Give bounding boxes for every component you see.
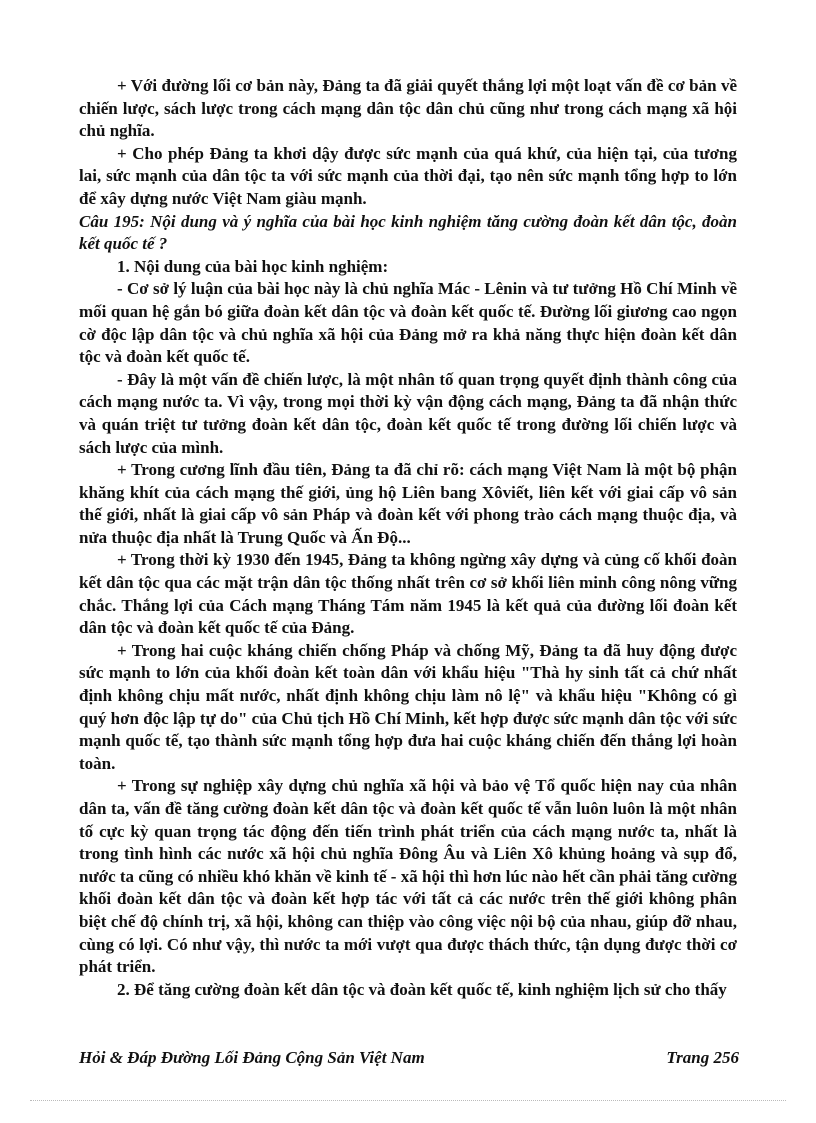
section-heading: 1. Nội dung của bài học kinh nghiệm:: [117, 256, 389, 276]
paragraph: - Cơ sở lý luận của bài học này là chủ nghĩa Mác - Lênin và tư tưởng Hồ Chí Minh về mối quan hệ gắn bó giữa đoàn kết dân tộc và đoàn kết quốc tế. Đường lối giương cao ngọn cờ độc lập dân tộc và chủ nghĩa xã hội của Đảng mở ra khả năng thực hiện đoàn kết dân tộc và đoàn kết quốc tế.: [79, 279, 737, 367]
section-heading: 2. Để tăng cường đoàn kết dân tộc và đoàn kết quốc tế, kinh nghiệm lịch sử cho thấy: [117, 979, 727, 999]
page-number: Trang 256: [666, 1048, 739, 1067]
paragraph: + Trong sự nghiệp xây dựng chủ nghĩa xã hội và bảo vệ Tổ quốc hiện nay của nhân dân ta, vấn đề tăng cường đoàn kết dân tộc và đoàn kết quốc tế vẫn luôn luôn là một nhân tố cực kỳ quan trọng tác động đến tiến trình phát triển của cách mạng nước ta, nhất là trong tình hình các nước xã hội chủ nghĩa Đông Âu và Liên Xô khủng hoảng và sụp đổ, nước ta cũng có nhiều khó khăn về kinh tế - xã hội thì hơn lúc nào hết cần phải tăng cường khối đoàn kết dân tộc và đoàn kết hợp tác với tất cả các nước trên thế giới không phân biệt chế độ chính trị, xã hội, không can thiệp vào công việc nội bộ của nhau, giúp đỡ nhau, cùng có lợi. Có như vậy, thì nước ta mới vượt qua được thách thức, tận dụng được thời cơ phát triển.: [79, 776, 737, 977]
page-footer: [79, 1048, 739, 1068]
paragraph: + Cho phép Đảng ta khơi dậy được sức mạnh của quá khứ, của hiện tại, của tương lai, sức mạnh của dân tộc ta với sức mạnh của thời đại, tạo nên sức mạnh tổng hợp to lớn để xây dựng nước Việt Nam giàu mạnh.: [79, 143, 737, 208]
question-heading: Câu 195: Nội dung và ý nghĩa của bài học kinh nghiệm tăng cường đoàn kết dân tộc, đoàn kết quốc tế ?: [79, 211, 737, 254]
paragraph: + Trong cương lĩnh đầu tiên, Đảng ta đã chỉ rõ: cách mạng Việt Nam là một bộ phận khăng khít của cách mạng thế giới, ủng hộ Liên bang Xôviết, liên kết với giai cấp vô sản thế giới, nhất là giai cấp vô sản Pháp và đoàn kết với phong trào cách mạng thuộc địa, và nửa thuộc địa nhất là Trung Quốc và Ấn Độ...: [79, 460, 737, 547]
paragraph: + Trong hai cuộc kháng chiến chống Pháp và chống Mỹ, Đảng ta đã huy động được sức mạnh to lớn của khối đoàn kết toàn dân với khẩu hiệu "Thà hy sinh tất cả chứ nhất định không chịu mất nước, nhất định không chịu làm nô lệ" và khẩu hiệu "Không có gì quý hơn độc lập tự do" của Chủ tịch Hồ Chí Minh, kết hợp được sức mạnh dân tộc với sức mạnh quốc tế, tạo thành sức mạnh tổng hợp đưa hai cuộc kháng chiến đến thắng lợi hoàn toàn.: [79, 640, 737, 773]
paragraph: - Đây là một vấn đề chiến lược, là một nhân tố quan trọng quyết định thành công của cách mạng nước ta. Vì vậy, trong mọi thời kỳ vận động cách mạng, Đảng ta đã nhận thức và quán triệt tư tưởng đoàn kết dân tộc, đoàn kết quốc tế trong đường lối chiến lược và sách lược của mình.: [79, 369, 737, 457]
paragraph: + Với đường lối cơ bản này, Đảng ta đã giải quyết thắng lợi một loạt vấn đề cơ bản về chiến lược, sách lược trong cách mạng dân tộc dân chủ cũng như trong cách mạng xã hội chủ nghĩa.: [79, 76, 737, 141]
paragraph: + Trong thời kỳ 1930 đến 1945, Đảng ta không ngừng xây dựng và củng cố khối đoàn kết dân tộc qua các mặt trận dân tộc thống nhất trên cơ sở khối liên minh công nông vững chắc. Thắng lợi của Cách mạng Tháng Tám năm 1945 là kết quả của đường lối đoàn kết dân tộc và đoàn kết quốc tế của Đảng.: [79, 550, 737, 638]
footer-title: Hỏi & Đáp Đường Lối Đảng Cộng Sản Việt Nam: [79, 1048, 425, 1067]
page-edge-divider: [30, 1100, 786, 1101]
document-body: [79, 75, 737, 1001]
